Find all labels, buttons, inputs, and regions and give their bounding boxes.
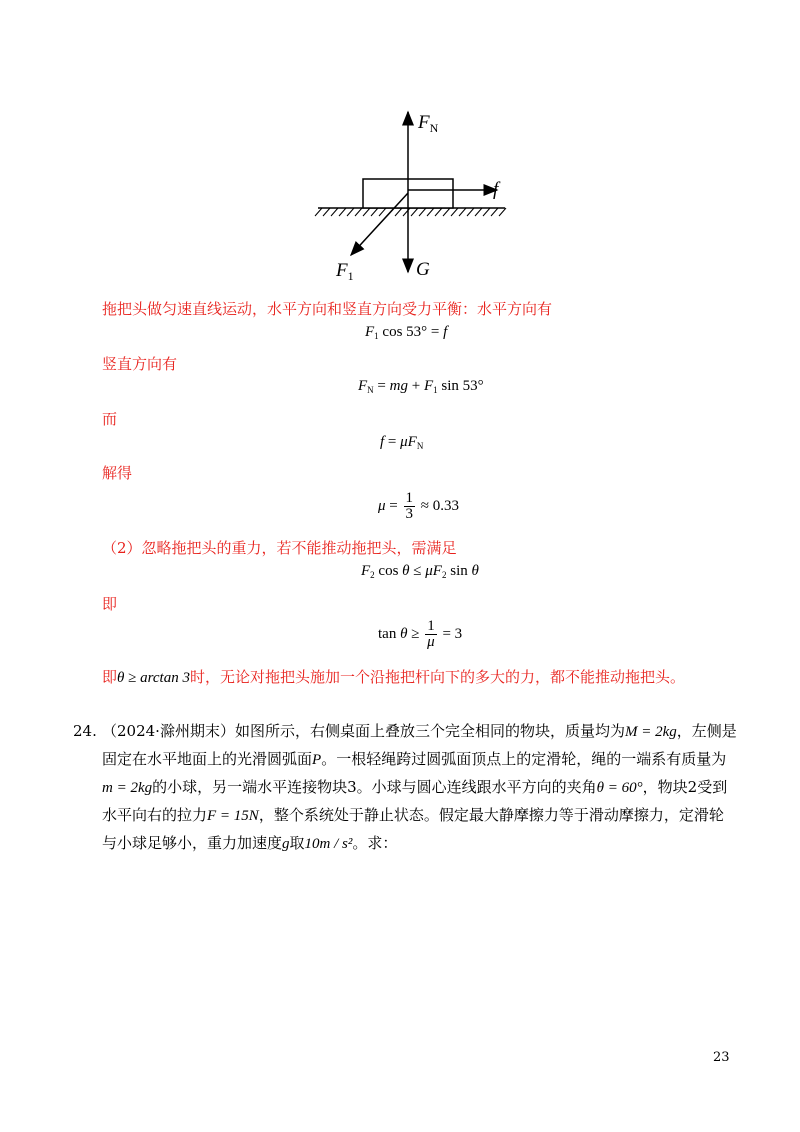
equation-vertical: $F_N$ = mg + $F_1$ sin 53° [358,378,484,395]
problem-number: 24. [73,722,97,740]
solution-line-1: 拖把头做匀速直线运动，水平方向和竖直方向受力平衡：水平方向有 [102,300,553,318]
ground-hatch [315,208,506,216]
solution-line-4: 解得 [102,464,133,482]
equation-horizontal: $F_1$ cos 53° = f [365,324,448,341]
page-number: 23 [713,1050,730,1065]
solution-line-2: 竖直方向有 [102,355,178,373]
equation-mu: μ = $\frac{1}{3}$ ≈ 0.33 [378,490,459,522]
solution-line-6: 即 [102,595,118,613]
problem-line-2: 固定在水平地面上的光滑圆弧面P。一根轻绳跨过圆弧面顶点上的定滑轮，绳的一端系有质量为 [102,750,727,768]
problem-line-5: 与小球足够小，重力加速度g取10m / s²。求： [102,834,398,852]
label-f1: $F_1$ [336,260,354,283]
equation-tan: tan θ ≥ $\frac{1}{\mu}$ = 3 [378,618,463,650]
problem-line-3: m = 2kg的小球，另一端水平连接物块3。小球与圆心连线跟水平方向的夹角θ = 60°，物块2受到 [102,778,728,796]
label-g: G [416,259,430,280]
solution-line-7: 即θ ≥ arctan 3时，无论对拖把头施加一个沿拖把杆向下的多大的力，都不能推动拖把头。 [102,668,685,686]
solution-line-5: （2）忽略拖把头的重力，若不能推动拖把头，需满足 [102,539,457,557]
solution-line-3: 而 [102,410,118,428]
problem-line-4: 水平向右的拉力F = 15N，整个系统处于静止状态。假定最大静摩擦力等于滑动摩擦力，定滑轮 [102,806,724,824]
force-diagram [300,100,530,290]
equation-condition: $F_2$ $\cos \theta \le \mu F_2$ sin θ [361,563,479,580]
problem-line-1: （2024·滁州期末）如图所示，右侧桌面上叠放三个完全相同的物块，质量均为M = 2kg，左侧是 [102,722,737,740]
label-fn: $F_N$ [418,112,439,135]
equation-friction: $f = \mu F_N$ [380,434,424,451]
label-f: f [493,179,499,200]
